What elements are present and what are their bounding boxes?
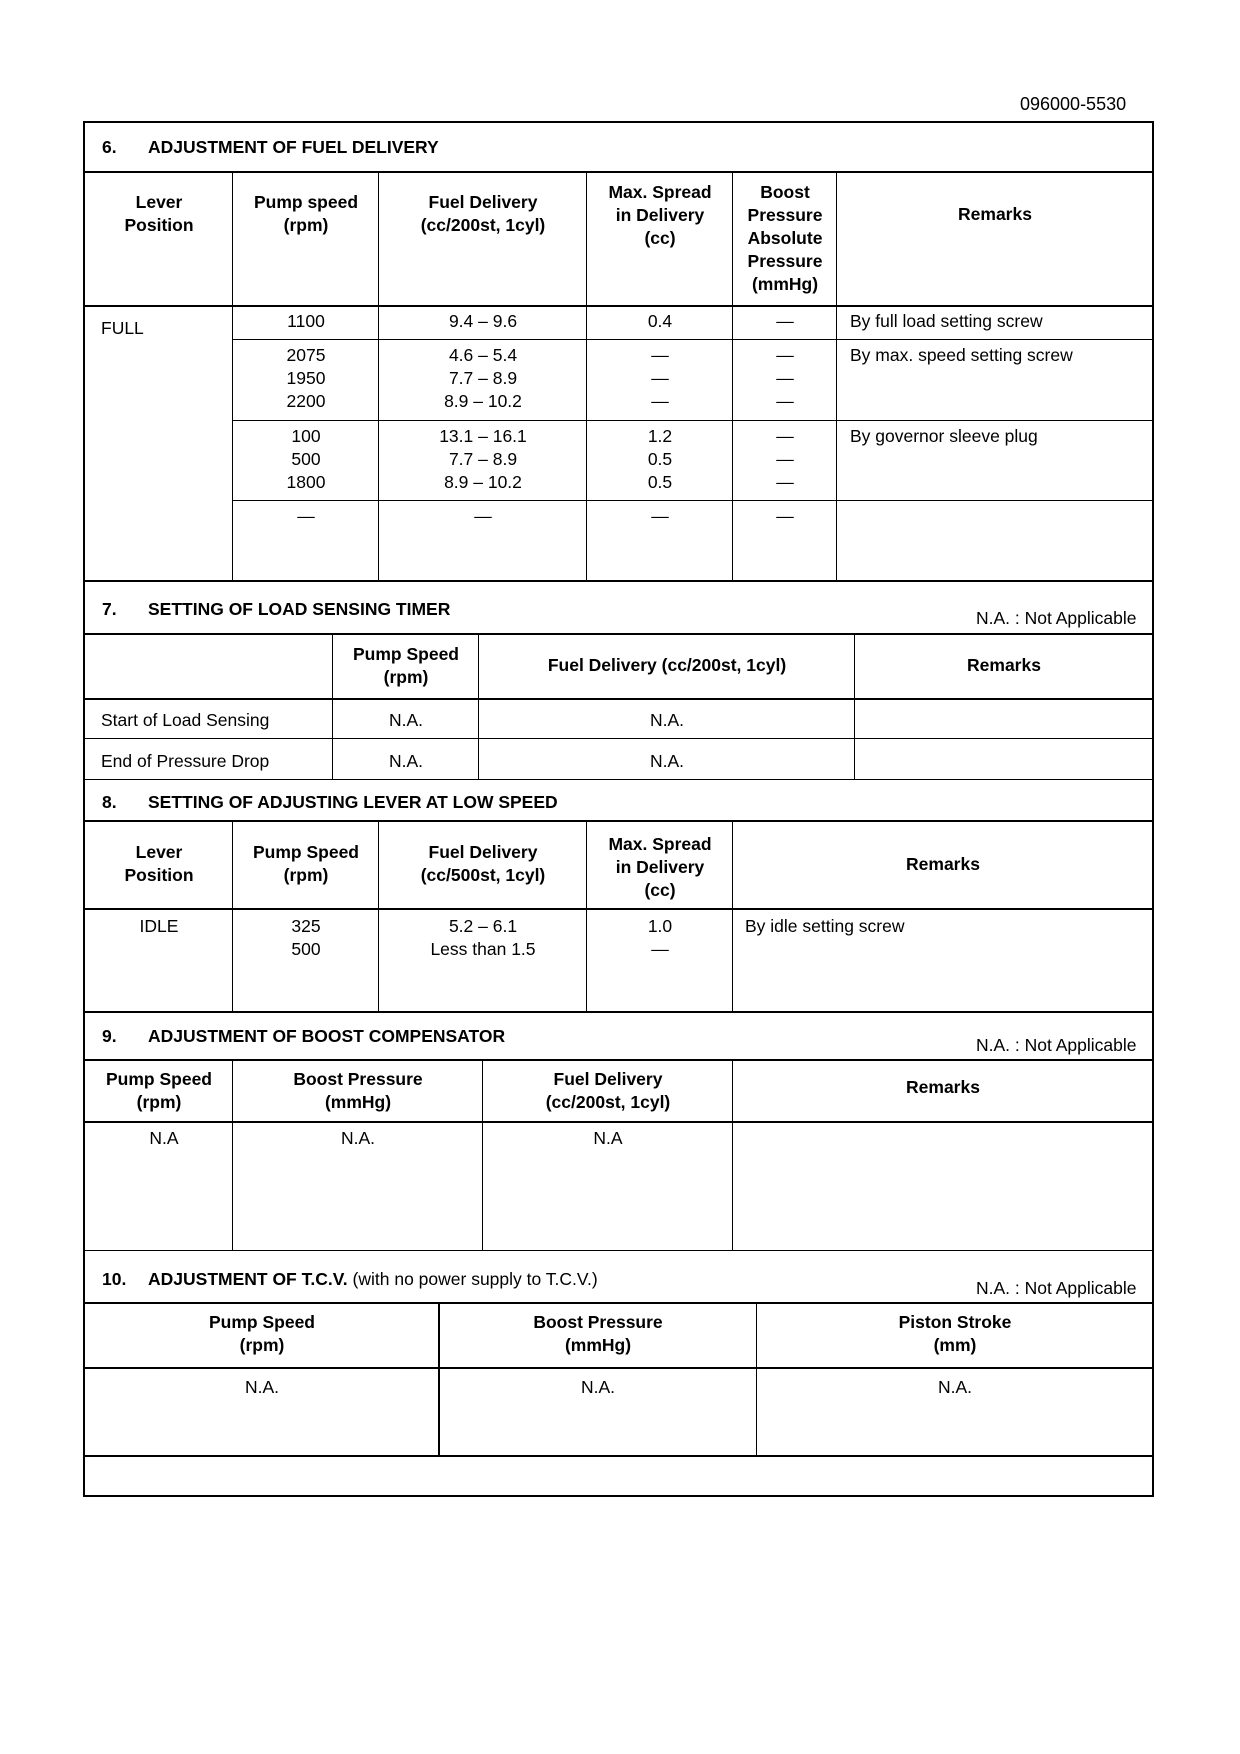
- sec6-header-fuel-delivery: Fuel Delivery (cc/200st, 1cyl): [420, 192, 546, 235]
- sec8-bottom-rule: [85, 1011, 1152, 1013]
- sec10-boost: N.A.: [580, 1377, 616, 1397]
- sec8-col-divider: [732, 821, 733, 1011]
- sec6-col-divider: [836, 172, 837, 580]
- sec6-g1-remarks: By max. speed setting screw: [850, 345, 1073, 365]
- sec8-remarks: By idle setting screw: [745, 916, 905, 936]
- sec7-header-fuel-delivery: Fuel Delivery (cc/200st, 1cyl): [547, 655, 787, 675]
- sec9-header-rule: [85, 1121, 1152, 1123]
- sec6-col-divider: [586, 172, 587, 580]
- sec8-pump: 325 500: [291, 916, 321, 959]
- sec7-row-start-pump: N.A.: [388, 710, 424, 730]
- sec7-row-end-fuel: N.A.: [649, 751, 685, 771]
- sec9-col-divider: [232, 1060, 233, 1250]
- sec10-pump: N.A.: [244, 1377, 280, 1397]
- sec6-header-lever: Lever Position: [124, 192, 194, 235]
- sec8-title-rule: [85, 820, 1152, 822]
- sec8-col-divider: [232, 821, 233, 1011]
- sec6-row-rule: [233, 500, 1152, 501]
- sec7-na-note: N.A. : Not Applicable: [976, 608, 1137, 628]
- sec9-col-divider: [482, 1060, 483, 1250]
- sec7-row-start-label: Start of Load Sensing: [101, 710, 270, 730]
- sec9-header-fuel-delivery: Fuel Delivery (cc/200st, 1cyl): [545, 1069, 671, 1112]
- sec6-g3-boost: —: [776, 506, 794, 526]
- sec9-boost: N.A.: [340, 1128, 376, 1148]
- sec6-g3-spread: —: [651, 506, 669, 526]
- sec6-g1-boost: — — —: [776, 345, 794, 411]
- sec7-col-divider: [854, 634, 855, 779]
- sec8-lever-position: IDLE: [139, 916, 179, 936]
- sec7-title: SETTING OF LOAD SENSING TIMER: [148, 599, 451, 619]
- sec9-na-note: N.A. : Not Applicable: [976, 1035, 1137, 1055]
- sec9-col-divider: [732, 1060, 733, 1250]
- sec7-number: 7.: [102, 599, 117, 619]
- specification-sheet: [83, 121, 1154, 1497]
- sec8-header-lever: Lever Position: [124, 842, 194, 885]
- sec7-header-pump-speed: Pump Speed (rpm): [353, 644, 459, 687]
- sec10-col-divider: [438, 1303, 440, 1456]
- sec6-g2-pump: 100 500 1800: [286, 426, 326, 492]
- sec6-col-divider: [732, 172, 733, 580]
- sec10-bottom-rule: [85, 1455, 1152, 1457]
- sec6-header-pump-speed: Pump speed (rpm): [253, 192, 359, 235]
- sec6-title-rule: [85, 171, 1152, 173]
- sec7-bottom-rule: [85, 779, 1152, 780]
- sec6-bottom-rule: [85, 580, 1152, 582]
- document-number: 096000-5530: [1020, 94, 1127, 114]
- sec6-g0-pump: 1100: [287, 311, 325, 331]
- sec8-fuel: 5.2 – 6.1 Less than 1.5: [430, 916, 536, 959]
- sec7-col-divider: [332, 634, 333, 779]
- sec8-header-rule: [85, 908, 1152, 910]
- sec6-g1-spread: — — —: [651, 345, 669, 411]
- sec9-header-remarks: Remarks: [906, 1077, 980, 1097]
- sec8-col-divider: [586, 821, 587, 1011]
- sec6-lever-position: FULL: [101, 318, 144, 338]
- sec6-g3-fuel: —: [474, 506, 492, 526]
- sec6-g0-spread: 0.4: [647, 311, 673, 331]
- sec10-col-divider: [756, 1303, 757, 1456]
- sec6-title: ADJUSTMENT OF FUEL DELIVERY: [148, 137, 439, 157]
- sec8-header-fuel-delivery: Fuel Delivery (cc/500st, 1cyl): [420, 842, 546, 885]
- sec10-na-note: N.A. : Not Applicable: [976, 1278, 1137, 1298]
- sec6-g1-fuel: 4.6 – 5.4 7.7 – 8.9 8.9 – 10.2: [444, 345, 522, 411]
- sec7-header-rule: [85, 698, 1152, 700]
- sec6-g2-fuel: 13.1 – 16.1 7.7 – 8.9 8.9 – 10.2: [439, 426, 527, 492]
- sec9-pump: N.A: [149, 1128, 179, 1148]
- sec6-col-divider: [378, 172, 379, 580]
- sec6-header-remarks: Remarks: [958, 204, 1032, 224]
- sec10-number: 10.: [102, 1269, 127, 1289]
- sec6-col-divider: [232, 172, 233, 580]
- sec6-header-boost-pressure: Boost Pressure Absolute Pressure (mmHg): [747, 182, 823, 294]
- sec9-header-pump-speed: Pump Speed (rpm): [106, 1069, 212, 1112]
- sec6-row-rule: [233, 339, 1152, 340]
- sec10-title-rule: [85, 1302, 1152, 1304]
- sec6-number: 6.: [102, 137, 117, 157]
- sec10-title-bold: ADJUSTMENT OF T.C.V.: [148, 1269, 348, 1289]
- sec9-title: ADJUSTMENT OF BOOST COMPENSATOR: [148, 1026, 506, 1046]
- sec8-spread: 1.0 —: [647, 916, 673, 959]
- sec7-title-rule: [85, 633, 1152, 635]
- sec8-header-pump-speed: Pump Speed (rpm): [253, 842, 359, 885]
- sec6-g0-boost: —: [776, 311, 794, 331]
- sec10-header-pump-speed: Pump Speed (rpm): [209, 1312, 315, 1355]
- sec6-g2-spread: 1.2 0.5 0.5: [647, 426, 673, 492]
- sec6-g0-remarks: By full load setting screw: [850, 311, 1043, 331]
- sec6-g3-pump: —: [297, 506, 315, 526]
- sec6-g2-remarks: By governor sleeve plug: [850, 426, 1038, 446]
- sec9-title-rule: [85, 1059, 1152, 1061]
- sec7-row-end-label: End of Pressure Drop: [101, 751, 270, 771]
- sec8-header-remarks: Remarks: [906, 854, 980, 874]
- sec7-col-divider: [478, 634, 479, 779]
- sec6-header-rule: [85, 305, 1152, 307]
- sec8-col-divider: [378, 821, 379, 1011]
- sec7-header-remarks: Remarks: [967, 655, 1041, 675]
- sec10-header-piston-stroke: Piston Stroke (mm): [898, 1312, 1012, 1355]
- sec7-row-end-pump: N.A.: [388, 751, 424, 771]
- sec10-stroke: N.A.: [937, 1377, 973, 1397]
- sec6-g0-fuel: 9.4 – 9.6: [448, 311, 518, 331]
- sec6-g1-pump: 2075 1950 2200: [286, 345, 326, 411]
- sec8-title: SETTING OF ADJUSTING LEVER AT LOW SPEED: [148, 792, 558, 812]
- sec7-row-start-fuel: N.A.: [649, 710, 685, 730]
- sec10-header-boost-pressure: Boost Pressure (mmHg): [533, 1312, 663, 1355]
- sec8-number: 8.: [102, 792, 117, 812]
- sec10-title: [148, 1269, 598, 1290]
- sec9-number: 9.: [102, 1026, 117, 1046]
- sec9-fuel: N.A: [593, 1128, 623, 1148]
- sec8-header-max-spread: Max. Spread in Delivery (cc): [608, 834, 712, 900]
- sec9-bottom-rule: [85, 1250, 1152, 1251]
- sec10-title-note: (with no power supply to T.C.V.): [352, 1269, 598, 1289]
- sec9-header-boost-pressure: Boost Pressure (mmHg): [293, 1069, 423, 1112]
- sec7-row-rule: [85, 738, 1152, 739]
- sec6-header-max-spread: Max. Spread in Delivery (cc): [608, 182, 712, 248]
- sec6-row-rule: [233, 420, 1152, 421]
- sec6-g2-boost: — — —: [776, 426, 794, 492]
- sec10-header-rule: [85, 1367, 1152, 1369]
